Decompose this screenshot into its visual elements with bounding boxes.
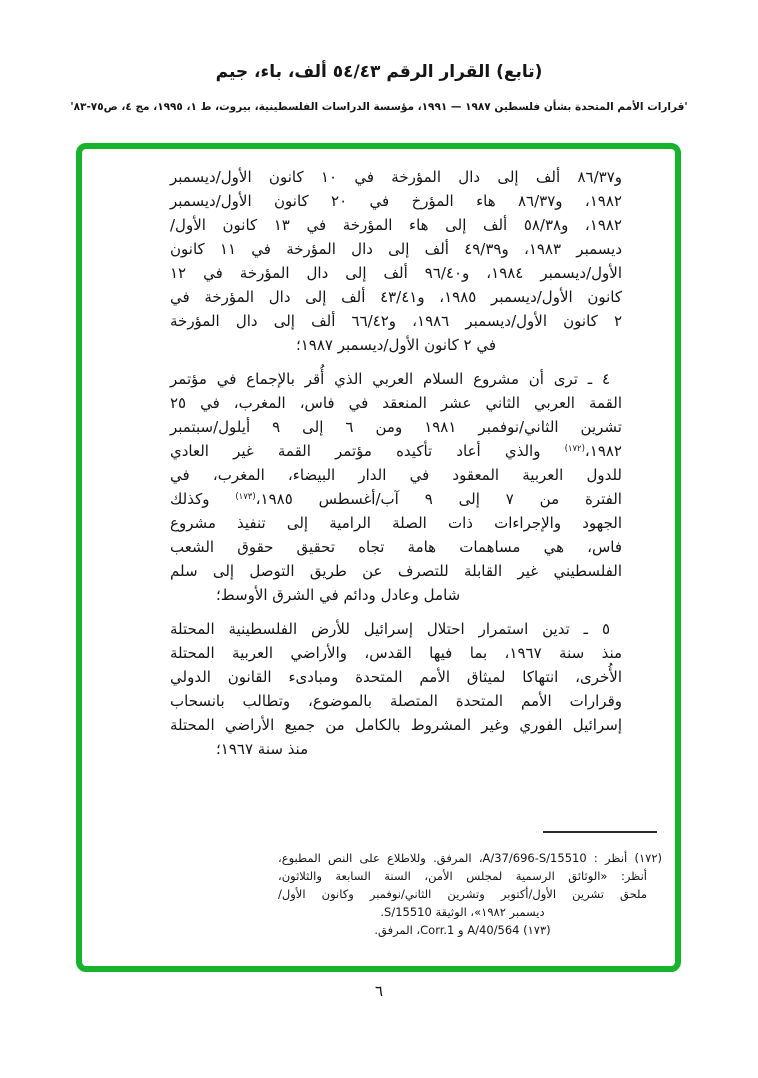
text-line [170, 463, 622, 487]
line-text: ٥ ـ تدين استمرار احتلال إسرائيل للأرض الفلسطينية المحتلة [170, 620, 610, 638]
text-line [170, 535, 622, 559]
footnote-text: (١٧٣) A/40/564 و Corr.1، المرفق. [374, 923, 551, 937]
footnote-ref: (١٧٢) [564, 444, 585, 454]
text-line [170, 189, 622, 213]
line-text: إسرائيل الفوري وغير المشروط بالكامل من جميع الأراضي المحتلة [170, 716, 622, 734]
footnote-text: (١٧٢) أنظر : A/37/696-S/15510، المرفق. وللاطلاع على النص المطبوع، [278, 851, 662, 865]
text-line [170, 333, 622, 357]
text-line [170, 309, 622, 333]
footnote-line [278, 885, 662, 903]
resolution-text [170, 165, 622, 771]
line-text: شامل وعادل ودائم في الشرق الأوسط؛ [216, 586, 461, 604]
footnotes-block [278, 849, 662, 939]
line-text: الجهود والإجراءات ذات الصلة الرامية إلى تنفيذ مشروع [170, 514, 622, 532]
line-text-after-ref: والذي أعاد تأكيده مؤتمر القمة غير العادي [170, 442, 565, 460]
line-text: تشرين الثاني/نوفمبر ١٩٨١ ومن ٦ إلى ٩ أيلول/سبتمبر [170, 418, 622, 436]
line-text: و٨٦/٣٧ ألف إلى دال المؤرخة في ١٠ كانون الأول/ديسمبر [170, 168, 622, 186]
text-line [170, 559, 622, 583]
text-line [170, 165, 622, 189]
line-text: في ٢ كانون الأول/ديسمبر ١٩٨٧؛ [295, 336, 497, 354]
footnote-text: ملحق تشرين الأول/أكتوبر وتشرين الثاني/نوفمبر وكانون الأول/ [278, 887, 647, 901]
line-text: الفترة من ٧ إلى ٩ آب/أغسطس ١٩٨٥، [255, 490, 622, 508]
footnote-line [278, 921, 662, 939]
line-text: ١٩٨٢، و٥٨/٣٨ ألف إلى هاء المؤرخة في ١٣ كانون الأول/ [170, 216, 622, 234]
text-line [170, 487, 622, 511]
text-line [170, 261, 622, 285]
footnote-line [278, 867, 662, 885]
paragraph-continuation [170, 165, 622, 357]
text-line [170, 237, 622, 261]
line-text: ديسمبر ١٩٨٣، و٤٩/٣٩ ألف إلى دال المؤرخة في ١١ كانون [170, 240, 623, 258]
line-text-after-ref: وكذلك [170, 490, 236, 508]
text-line [170, 641, 622, 665]
text-line [170, 713, 622, 737]
line-text: وقرارات الأمم المتحدة المتصلة بالموضوع، وتطالب بانسحاب [170, 692, 622, 710]
line-text: ١٩٨٢، و٨٦/٣٧ هاء المؤرخ في ٢٠ كانون الأول/ديسمبر [170, 192, 622, 210]
line-text: منذ سنة ١٩٦٧؛ [216, 740, 309, 758]
line-text: كانون الأول/ديسمبر ١٩٨٥، و٤٣/٤١ ألف إلى دال المؤرخة في [170, 288, 623, 306]
page-number: ٦ [374, 982, 384, 1000]
footnote-ref: (١٧٣) [235, 492, 256, 502]
footnote-line [278, 903, 662, 921]
paragraph-4 [170, 367, 622, 607]
text-line [170, 391, 622, 415]
line-text: للدول العربية المعقود في الدار البيضاء، المغرب، في [170, 466, 622, 484]
line-text: ٤ ـ ترى أن مشروع السلام العربي الذي أُقر بالإجماع في مؤتمر [170, 370, 610, 388]
line-text: الأُخرى، انتهاكا لميثاق الأمم المتحدة ومبادىء القانون الدولي [170, 668, 622, 686]
line-text: ٢ كانون الأول/ديسمبر ١٩٨٦، و٦٦/٤٢ ألف إلى دال المؤرخة [170, 312, 622, 330]
footnote-line [278, 849, 662, 867]
text-line [170, 367, 622, 391]
source-citation: 'قرارات الأمم المتحدة بشأن فلسطين ١٩٨٧ — ١٩٩١، مؤسسة الدراسات الفلسطينية، بيروت، ط ١، ١٩٩٥، مج ٤، ص٧٥-٨٣' [70, 101, 688, 113]
text-line [170, 583, 622, 607]
text-line [170, 439, 622, 463]
paragraph-5 [170, 617, 622, 761]
footnote-text: أنظر: «الوثائق الرسمية لمجلس الأمن، السنة السابعة والثلاثون، [278, 869, 647, 883]
line-text: الأول/ديسمبر ١٩٨٤، و٩٦/٤٠ ألف إلى دال المؤرخة في ١٢ [170, 264, 623, 282]
text-line [170, 737, 622, 761]
text-line [170, 415, 622, 439]
document-title: (تابع) القرار الرقم ٥٤/٤٣ ألف، باء، جيم [215, 62, 543, 82]
line-text: فاس، هي مساهمات هامة تجاه تحقيق حقوق الشعب [170, 538, 622, 556]
footnote-separator [543, 831, 657, 833]
text-line [170, 665, 622, 689]
text-line [170, 511, 622, 535]
footnote-text: ديسمبر ١٩٨٢»، الوثيقة S/15510. [380, 905, 545, 919]
line-text: منذ سنة ١٩٦٧، بما فيها القدس، والأراضي العربية المحتلة [170, 644, 623, 662]
line-text: القمة العربي الثاني عشر المنعقد في فاس، المغرب، في ٢٥ [170, 394, 622, 412]
line-text: الفلسطيني غير القابلة للتصرف عن طريق التوصل إلى سلم [170, 562, 622, 580]
text-line [170, 213, 622, 237]
line-text: ١٩٨٢، [584, 442, 622, 460]
text-line [170, 285, 622, 309]
text-line [170, 689, 622, 713]
text-line [170, 617, 622, 641]
